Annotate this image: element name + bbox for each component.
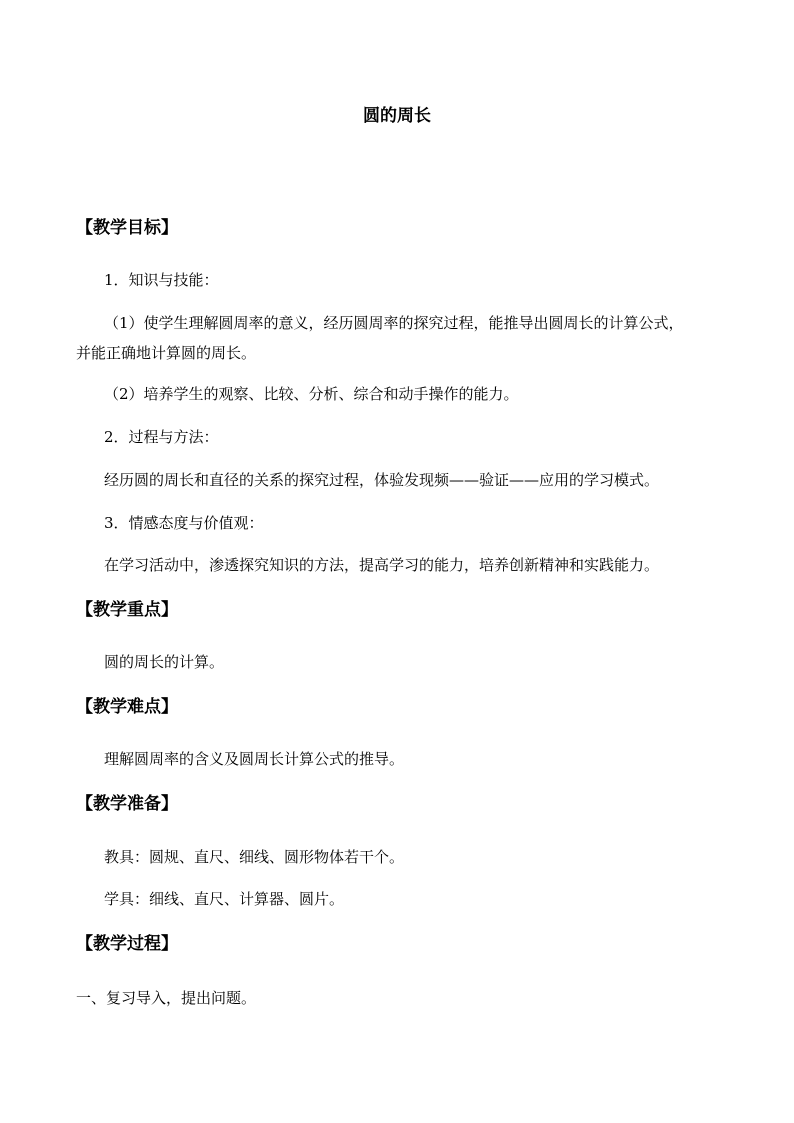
key-point-heading: 【教学重点】	[76, 600, 178, 620]
process-step-1: 一、复习导入，提出问题。	[76, 989, 257, 1007]
objective-1-paragraph-1-line-2: 并能正确地计算圆的周长。	[76, 344, 257, 362]
difficulty-heading: 【教学难点】	[76, 697, 178, 717]
key-point-text: 圆的周长的计算。	[104, 653, 225, 671]
objective-1-title: 1．知识与技能：	[104, 271, 219, 289]
teacher-tools-text: 教具：圆规、直尺、细线、圆形物体若干个。	[104, 848, 405, 866]
objective-2-title: 2．过程与方法：	[104, 428, 219, 446]
process-heading: 【教学过程】	[76, 934, 178, 954]
objectives-heading: 【教学目标】	[76, 218, 178, 238]
student-tools-text: 学具：细线、直尺、计算器、圆片。	[104, 890, 345, 908]
document-title: 圆的周长	[363, 106, 431, 126]
objective-1-paragraph-1-line-1: （1）使学生理解圆周率的意义，经历圆周率的探究过程，能推导出圆周长的计算公式，	[104, 314, 684, 332]
objective-3-text: 在学习活动中，渗透探究知识的方法，提高学习的能力，培养创新精神和实践能力。	[104, 556, 660, 574]
objective-1-paragraph-2: （2）培养学生的观察、比较、分析、综合和动手操作的能力。	[104, 385, 519, 403]
difficulty-text: 理解圆周率的含义及圆周长计算公式的推导。	[104, 750, 405, 768]
objective-3-title: 3．情感态度与价值观：	[104, 514, 264, 532]
preparation-heading: 【教学准备】	[76, 794, 178, 814]
objective-2-text: 经历圆的周长和直径的关系的探究过程，体验发现频——验证——应用的学习模式。	[104, 471, 660, 489]
